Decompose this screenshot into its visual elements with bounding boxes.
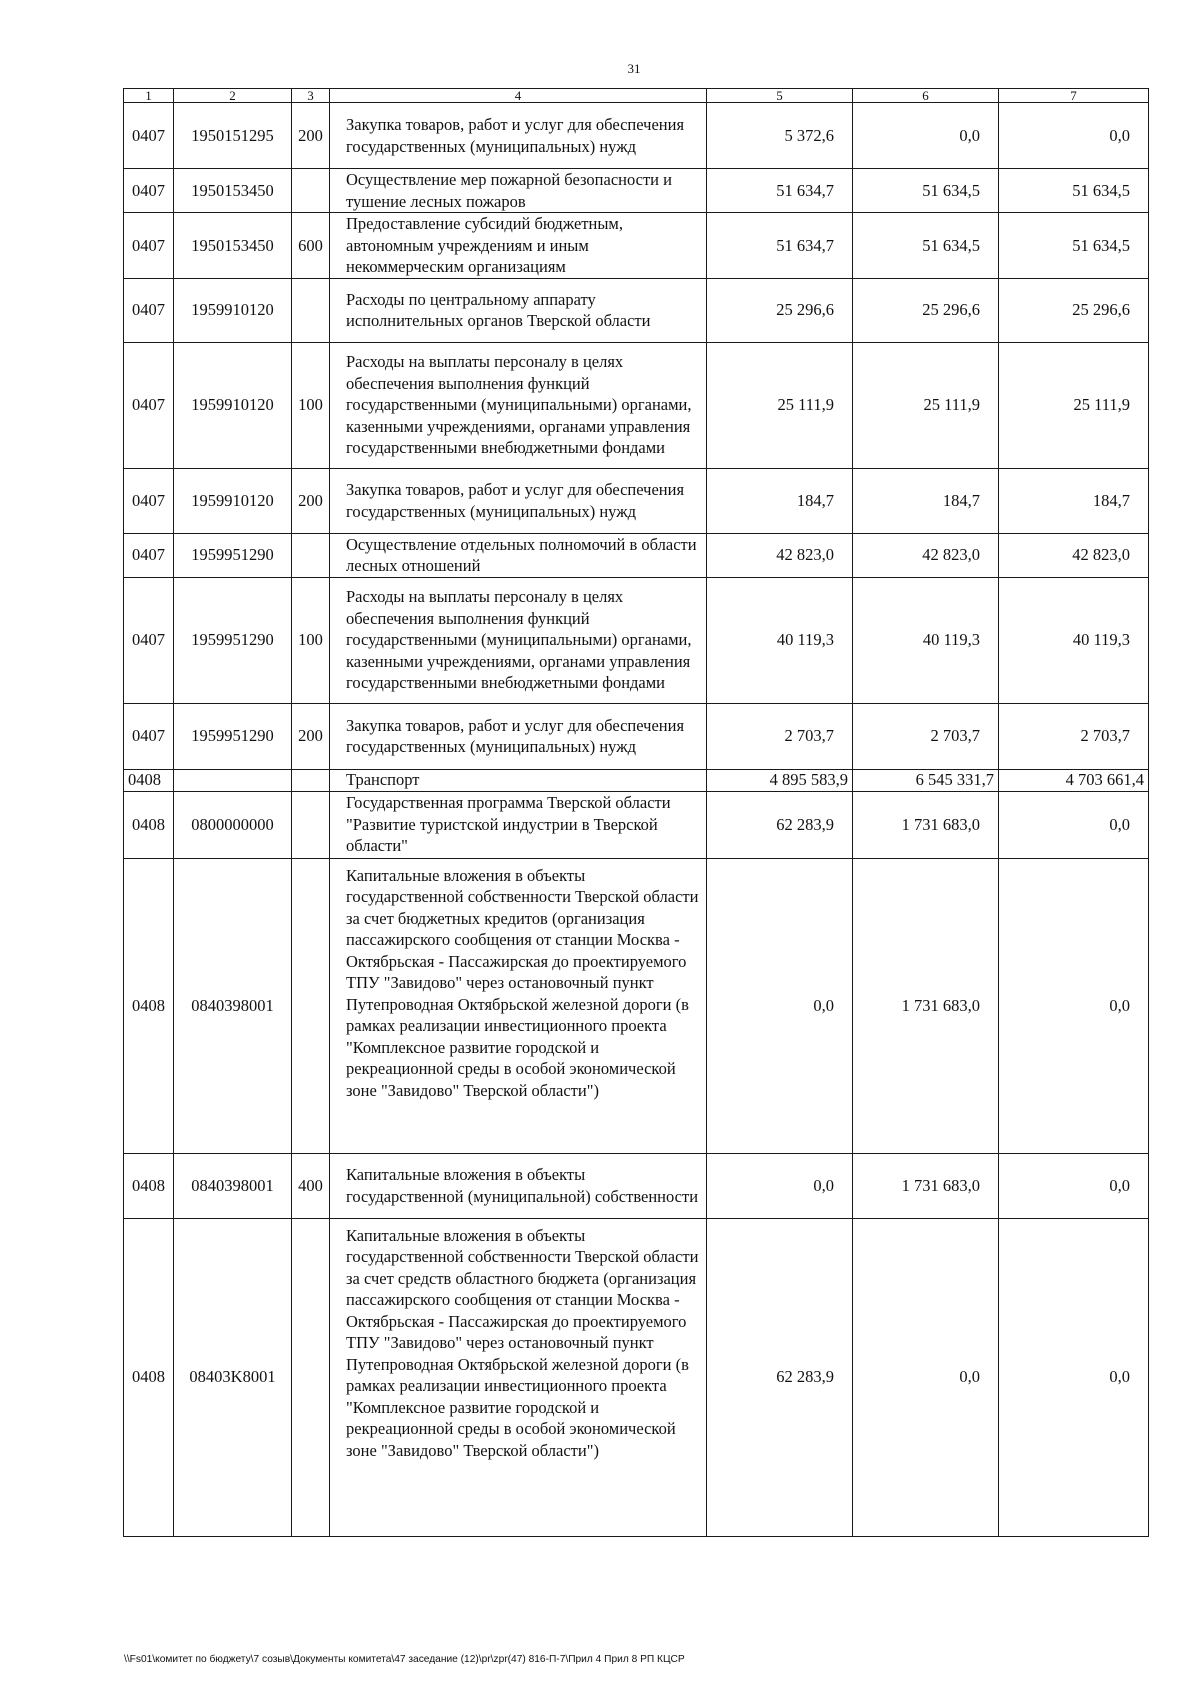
- amount-col6-cell: 0,0: [853, 1218, 999, 1536]
- expense-type-cell: [292, 278, 330, 342]
- expense-type-cell: [292, 769, 330, 791]
- section-code-cell: 0407: [124, 468, 174, 533]
- table-row: [124, 858, 1149, 1153]
- target-code-cell: 1959910120: [174, 468, 292, 533]
- amount-col7-cell: 2 703,7: [999, 703, 1149, 769]
- table-row: [124, 169, 1149, 213]
- item-name-cell: Транспорт: [330, 769, 707, 791]
- section-code-cell: 0408: [124, 791, 174, 858]
- item-name-cell: Расходы на выплаты персоналу в целях обеспечения выполнения функций государственными (муниципальными) органами, казенными учреждениями, органами управления государственными внебюджетными фондами: [330, 577, 707, 703]
- column-header: 5: [707, 89, 853, 103]
- table-row: [124, 278, 1149, 342]
- item-name-cell: Осуществление мер пожарной безопасности и тушение лесных пожаров: [330, 169, 707, 213]
- amount-col5-cell: 51 634,7: [707, 213, 853, 279]
- target-code-cell: 1959951290: [174, 703, 292, 769]
- amount-col6-cell: 51 634,5: [853, 213, 999, 279]
- item-name-cell: Закупка товаров, работ и услуг для обеспечения государственных (муниципальных) нужд: [330, 103, 707, 169]
- expense-type-cell: 600: [292, 213, 330, 279]
- amount-col5-cell: 62 283,9: [707, 791, 853, 858]
- expense-type-cell: 400: [292, 1153, 330, 1218]
- amount-col6-cell: 1 731 683,0: [853, 858, 999, 1153]
- column-header: 4: [330, 89, 707, 103]
- target-code-cell: 1959951290: [174, 577, 292, 703]
- section-code-cell: 0408: [124, 1153, 174, 1218]
- section-code-cell: 0407: [124, 703, 174, 769]
- expense-type-cell: 100: [292, 342, 330, 468]
- amount-col7-cell: 42 823,0: [999, 533, 1149, 577]
- item-name-cell: Закупка товаров, работ и услуг для обеспечения государственных (муниципальных) нужд: [330, 468, 707, 533]
- amount-col7-cell: 4 703 661,4: [999, 769, 1149, 791]
- table-row: [124, 342, 1149, 468]
- table-body: [124, 89, 1149, 1537]
- table-row: [124, 703, 1149, 769]
- section-code-cell: 0407: [124, 103, 174, 169]
- expense-type-cell: [292, 169, 330, 213]
- section-code-cell: 0407: [124, 213, 174, 279]
- expense-type-cell: 200: [292, 103, 330, 169]
- amount-col7-cell: 0,0: [999, 1218, 1149, 1536]
- section-code-cell: 0407: [124, 533, 174, 577]
- amount-col6-cell: 25 111,9: [853, 342, 999, 468]
- expense-type-cell: [292, 858, 330, 1153]
- expense-type-cell: [292, 1218, 330, 1536]
- amount-col5-cell: 0,0: [707, 1153, 853, 1218]
- table-row: [124, 468, 1149, 533]
- section-code-cell: 0408: [124, 858, 174, 1153]
- column-header-row: [124, 89, 1149, 103]
- section-code-cell: 0407: [124, 169, 174, 213]
- amount-col7-cell: 40 119,3: [999, 577, 1149, 703]
- amount-col5-cell: 62 283,9: [707, 1218, 853, 1536]
- target-code-cell: 1959910120: [174, 278, 292, 342]
- table-row: [124, 1218, 1149, 1536]
- amount-col7-cell: 0,0: [999, 858, 1149, 1153]
- table-row: [124, 577, 1149, 703]
- column-header: 3: [292, 89, 330, 103]
- amount-col7-cell: 0,0: [999, 1153, 1149, 1218]
- target-code-cell: 1950153450: [174, 169, 292, 213]
- expense-type-cell: [292, 791, 330, 858]
- item-name-cell: Капитальные вложения в объекты государственной собственности Тверской области за счет бюджетных кредитов (организация пассажирского сообщения от станции Москва - Октябрьская - Пассажирская до проектируемого ТПУ "Завидово" через остановочный пункт Путепроводная Октябрьской железной дороги (в рамках реализации инвестиционного проекта "Комплексное развитие городской и рекреационной среды в особой экономической зоне "Завидово" Тверской области"): [330, 858, 707, 1153]
- table-row: [124, 103, 1149, 169]
- section-code-cell: 0407: [124, 278, 174, 342]
- amount-col5-cell: 4 895 583,9: [707, 769, 853, 791]
- column-header: 6: [853, 89, 999, 103]
- target-code-cell: 0840398001: [174, 1153, 292, 1218]
- expense-type-cell: [292, 533, 330, 577]
- target-code-cell: 0840398001: [174, 858, 292, 1153]
- amount-col6-cell: 6 545 331,7: [853, 769, 999, 791]
- amount-col5-cell: 5 372,6: [707, 103, 853, 169]
- item-name-cell: Предоставление субсидий бюджетным, автономным учреждениям и иным некоммерческим организациям: [330, 213, 707, 279]
- amount-col6-cell: 0,0: [853, 103, 999, 169]
- item-name-cell: Капитальные вложения в объекты государственной собственности Тверской области за счет средств областного бюджета (организация пассажирского сообщения от станции Москва - Октябрьская - Пассажирская до проектируемого ТПУ "Завидово" через остановочный пункт Путепроводная Октябрьской железной дороги (в рамках реализации инвестиционного проекта "Комплексное развитие городской и рекреационной среды в особой экономической зоне "Завидово" Тверской области"): [330, 1218, 707, 1536]
- amount-col7-cell: 51 634,5: [999, 213, 1149, 279]
- column-header: 1: [124, 89, 174, 103]
- amount-col6-cell: 25 296,6: [853, 278, 999, 342]
- section-code-cell: 0408: [124, 1218, 174, 1536]
- column-header: 2: [174, 89, 292, 103]
- target-code-cell: 1950153450: [174, 213, 292, 279]
- expense-type-cell: 100: [292, 577, 330, 703]
- item-name-cell: Расходы по центральному аппарату исполнительных органов Тверской области: [330, 278, 707, 342]
- target-code-cell: 0800000000: [174, 791, 292, 858]
- amount-col5-cell: 25 296,6: [707, 278, 853, 342]
- item-name-cell: Расходы на выплаты персоналу в целях обеспечения выполнения функций государственными (муниципальными) органами, казенными учреждениями, органами управления государственными внебюджетными фондами: [330, 342, 707, 468]
- footer-file-path: \\Fs01\комитет по бюджету\7 созыв\Документы комитета\47 заседание (12)\pr\zpr(47) 816-П-7\Прил 4 Прил 8 РП КЦСР: [124, 1654, 685, 1665]
- amount-col5-cell: 184,7: [707, 468, 853, 533]
- amount-col5-cell: 42 823,0: [707, 533, 853, 577]
- amount-col5-cell: 25 111,9: [707, 342, 853, 468]
- amount-col7-cell: 25 296,6: [999, 278, 1149, 342]
- target-code-cell: 1959910120: [174, 342, 292, 468]
- amount-col6-cell: 40 119,3: [853, 577, 999, 703]
- target-code-cell: 08403K8001: [174, 1218, 292, 1536]
- section-code-cell: 0407: [124, 577, 174, 703]
- table-row: [124, 791, 1149, 858]
- table-row: [124, 213, 1149, 279]
- section-code-cell: 0408: [124, 769, 174, 791]
- amount-col6-cell: 2 703,7: [853, 703, 999, 769]
- item-name-cell: Закупка товаров, работ и услуг для обеспечения государственных (муниципальных) нужд: [330, 703, 707, 769]
- amount-col7-cell: 0,0: [999, 103, 1149, 169]
- table-row: [124, 1153, 1149, 1218]
- amount-col5-cell: 2 703,7: [707, 703, 853, 769]
- amount-col7-cell: 25 111,9: [999, 342, 1149, 468]
- table-row: [124, 533, 1149, 577]
- expense-type-cell: 200: [292, 703, 330, 769]
- amount-col5-cell: 0,0: [707, 858, 853, 1153]
- target-code-cell: [174, 769, 292, 791]
- page-number: 31: [627, 61, 641, 76]
- amount-col6-cell: 42 823,0: [853, 533, 999, 577]
- table-row: [124, 769, 1149, 791]
- amount-col6-cell: 1 731 683,0: [853, 1153, 999, 1218]
- amount-col6-cell: 184,7: [853, 468, 999, 533]
- budget-table: [123, 88, 1149, 1537]
- item-name-cell: Осуществление отдельных полномочий в области лесных отношений: [330, 533, 707, 577]
- amount-col5-cell: 40 119,3: [707, 577, 853, 703]
- amount-col7-cell: 51 634,5: [999, 169, 1149, 213]
- column-header: 7: [999, 89, 1149, 103]
- section-code-cell: 0407: [124, 342, 174, 468]
- target-code-cell: 1950151295: [174, 103, 292, 169]
- amount-col5-cell: 51 634,7: [707, 169, 853, 213]
- amount-col7-cell: 184,7: [999, 468, 1149, 533]
- item-name-cell: Государственная программа Тверской области "Развитие туристской индустрии в Тверской области": [330, 791, 707, 858]
- amount-col6-cell: 1 731 683,0: [853, 791, 999, 858]
- amount-col6-cell: 51 634,5: [853, 169, 999, 213]
- amount-col7-cell: 0,0: [999, 791, 1149, 858]
- expense-type-cell: 200: [292, 468, 330, 533]
- target-code-cell: 1959951290: [174, 533, 292, 577]
- item-name-cell: Капитальные вложения в объекты государственной (муниципальной) собственности: [330, 1153, 707, 1218]
